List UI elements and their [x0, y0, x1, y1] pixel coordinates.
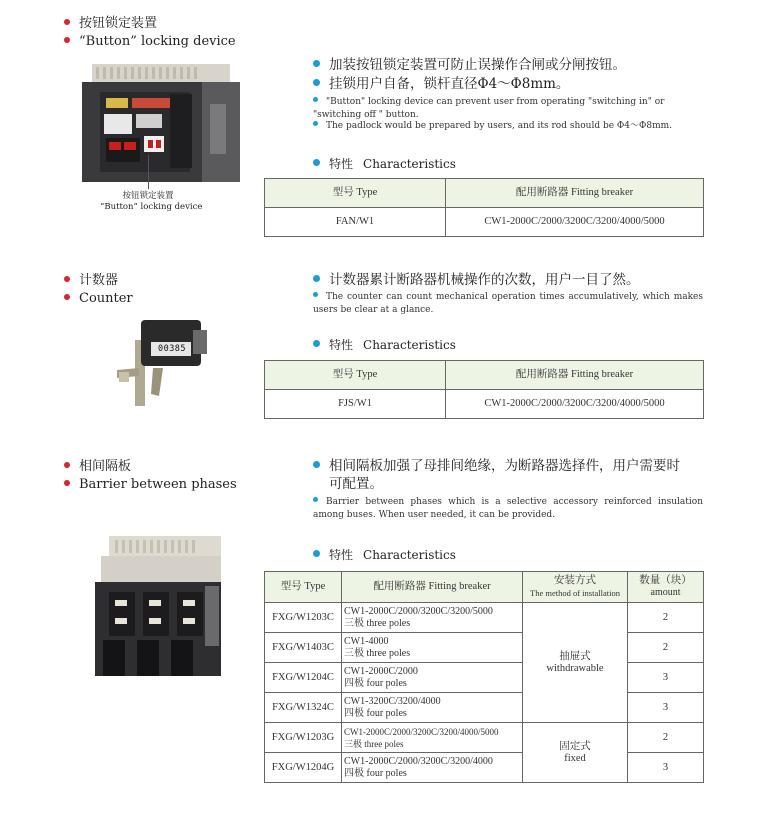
table-cell-breaker: CW1-2000C/2000/3200C/3200/4000/5000 [446, 208, 704, 237]
counter-digits: 00385 [157, 344, 187, 354]
bullet-icon [313, 60, 320, 67]
counter-char-title: 特性 Characteristics [313, 336, 456, 353]
button-lock-desc-cn-2: 挂锁用户自备，锁杆直径Φ4～Φ8mm。 [313, 75, 569, 93]
table-cell-breaker: CW1-2000C/2000/3200C/3200/4000 四极 four poles [342, 753, 523, 783]
counter-desc-en: The counter can count mechanical operation times accumulatively, which makes users be clear at a glance. [313, 292, 703, 315]
table-cell-breaker: CW1-2000C/2000/3200C/3200/5000 三极 three poles [342, 603, 523, 633]
table-header-type: 型号 Type [265, 361, 446, 390]
table-header-type: 型号 Type [265, 572, 342, 603]
table-cell-type: FXG/W1203G [265, 723, 342, 753]
table-cell-breaker: CW1-2000C/2000/3200C/3200/4000/5000 三极 three poles [342, 723, 523, 753]
section-title-barrier-en: Barrier between phases [64, 476, 237, 493]
table-cell-breaker: CW1-2000C/2000/3200C/3200/4000/5000 [446, 390, 704, 419]
callout-line [148, 155, 149, 189]
barrier-image [95, 536, 225, 676]
section-title-button-lock-cn: 按钮锁定装置 [64, 15, 157, 32]
table-cell-type: FJS/W1 [265, 390, 446, 419]
table-header-install: 安装方式 The method of installation [523, 572, 628, 603]
bullet-icon [313, 292, 318, 297]
table-row [265, 693, 704, 723]
bullet-icon [313, 79, 320, 86]
table-header-breaker: 配用断路器 Fitting breaker [446, 361, 704, 390]
table-row [265, 723, 704, 753]
table-cell-qty: 3 [628, 753, 704, 783]
bullet-icon [64, 480, 70, 486]
bullet-icon [313, 497, 318, 502]
bullet-icon [313, 97, 318, 102]
table-header-qty: 数量（块） amount [628, 572, 704, 603]
bullet-icon [313, 275, 320, 282]
table-cell-install-withdrawable: 抽屉式 withdrawable [523, 603, 628, 723]
barrier-table [264, 571, 704, 783]
table-header-type: 型号 Type [265, 179, 446, 208]
button-lock-char-title: 特性 Characteristics [313, 155, 456, 172]
section-title-counter-en: Counter [64, 290, 133, 307]
bullet-icon [64, 37, 70, 43]
table-cell-breaker: CW1-4000 三极 three poles [342, 633, 523, 663]
table-cell-qty: 2 [628, 633, 704, 663]
table-row [265, 390, 704, 419]
table-header-breaker: 配用断路器 Fitting breaker [342, 572, 523, 603]
bullet-icon [64, 276, 70, 282]
table-row [265, 603, 704, 633]
counter-table [264, 360, 704, 419]
table-row [265, 663, 704, 693]
button-lock-image-caption: 按钮锁定装置 “Button” locking device [100, 191, 203, 212]
button-lock-desc-en-2: The padlock would be prepared by users, and its rod should be Φ4～Φ8mm. [313, 120, 703, 133]
bullet-icon [313, 340, 320, 347]
button-lock-desc-cn-1: 加装按钮锁定装置可防止误操作合闸或分闸按钮。 [313, 56, 626, 74]
button-lock-table [264, 178, 704, 237]
table-cell-type: FXG/W1403C [265, 633, 342, 663]
bullet-icon [313, 461, 320, 468]
bullet-icon [313, 159, 320, 166]
table-cell-qty: 3 [628, 663, 704, 693]
table-row [265, 753, 704, 783]
table-cell-qty: 2 [628, 723, 704, 753]
table-row [265, 208, 704, 237]
barrier-desc-cn-1: 相间隔板加强了母排间绝缘，为断路器选择件，用户需要时 [313, 457, 680, 475]
counter-image [105, 310, 213, 410]
table-row [265, 633, 704, 663]
barrier-char-title: 特性 Characteristics [313, 546, 456, 563]
counter-desc-cn: 计数器累计断路器机械操作的次数，用户一目了然。 [313, 271, 640, 289]
table-cell-qty: 3 [628, 693, 704, 723]
table-header-breaker: 配用断路器 Fitting breaker [446, 179, 704, 208]
breaker-button-lock-image [82, 64, 240, 182]
table-cell-breaker: CW1-3200C/3200/4000 四极 four poles [342, 693, 523, 723]
bullet-icon [313, 121, 318, 126]
bullet-icon [64, 294, 70, 300]
table-cell-install-fixed: 固定式 fixed [523, 723, 628, 783]
table-cell-type: FXG/W1204G [265, 753, 342, 783]
barrier-desc-cn-2: 可配置。 [329, 476, 383, 492]
bullet-icon [313, 550, 320, 557]
barrier-desc-en: Barrier between phases which is a selective accessory reinforced insulation among buses. When user needed, it can be provided. [313, 497, 703, 520]
table-cell-type: FXG/W1204C [265, 663, 342, 693]
section-title-button-lock-en: “Button” locking device [64, 33, 236, 50]
table-cell-type: FXG/W1324C [265, 693, 342, 723]
table-cell-qty: 2 [628, 603, 704, 633]
table-cell-type: FXG/W1203C [265, 603, 342, 633]
section-title-counter-cn: 计数器 [64, 272, 118, 289]
table-cell-type: FAN/W1 [265, 208, 446, 237]
button-lock-desc-en-1: "Button" locking device can prevent user from operating "switching in" or "switching off " button. [313, 97, 665, 120]
section-title-barrier-cn: 相间隔板 [64, 458, 131, 475]
bullet-icon [64, 19, 70, 25]
bullet-icon [64, 462, 70, 468]
table-cell-breaker: CW1-2000C/2000 四极 four poles [342, 663, 523, 693]
